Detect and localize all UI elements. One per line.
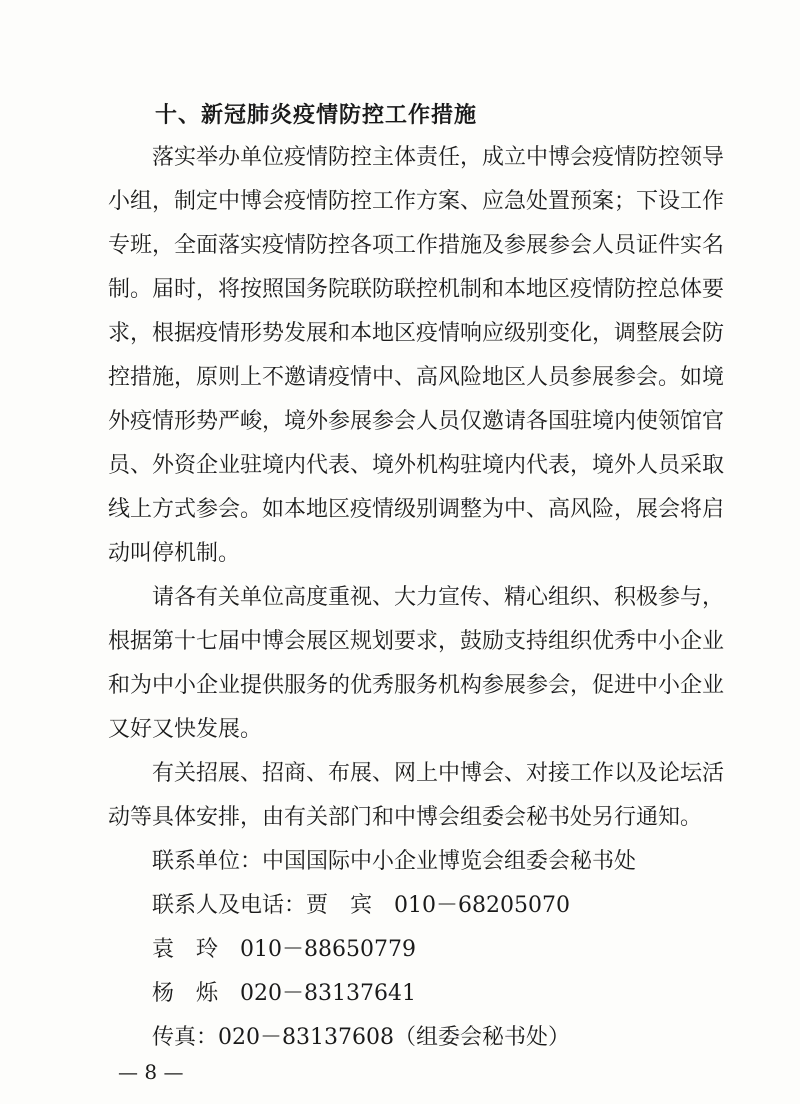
- paragraph-line: 制。届时，将按照国务院联防联控机制和本地区疫情防控总体要: [108, 277, 725, 302]
- paragraph-line: 有关招展、招商、布展、网上中博会、对接工作以及论坛活: [152, 761, 725, 786]
- paragraph-line: 控措施，原则上不邀请疫情中、高风险地区人员参展参会。如境: [108, 365, 725, 390]
- paragraph-line: 动叫停机制。: [108, 541, 241, 566]
- contact-person-3: 杨 烁 020－83137641: [152, 981, 416, 1006]
- paragraph-line: 根据第十七届中博会展区规划要求，鼓励支持组织优秀中小企业: [108, 629, 725, 654]
- paragraph-line: 员、外资企业驻境内代表、境外机构驻境内代表，境外人员采取: [108, 453, 725, 478]
- paragraph-line: 求，根据疫情形势发展和本地区疫情响应级别变化，调整展会防: [108, 321, 725, 346]
- section-heading: 十、新冠肺炎疫情防控工作措施: [155, 103, 478, 128]
- paragraph-line: 小组，制定中博会疫情防控工作方案、应急处置预案；下设工作: [108, 189, 725, 214]
- paragraph-line: 专班，全面落实疫情防控各项工作措施及参展参会人员证件实名: [108, 233, 725, 258]
- paragraph-line: 落实举办单位疫情防控主体责任，成立中博会疫情防控领导: [152, 145, 725, 170]
- paragraph-line: 外疫情形势严峻，境外参展参会人员仅邀请各国驻境内使领馆官: [108, 409, 725, 434]
- paragraph-line: 动等具体安排，由有关部门和中博会组委会秘书处另行通知。: [108, 805, 703, 830]
- paragraph-line: 又好又快发展。: [108, 717, 263, 742]
- contact-person-2: 袁 玲 010－88650779: [152, 937, 416, 962]
- contact-person-1: 联系人及电话：贾 宾 010－68205070: [152, 893, 570, 918]
- contact-unit: 联系单位：中国国际中小企业博览会组委会秘书处: [152, 849, 637, 874]
- paragraph-line: 和为中小企业提供服务的优秀服务机构参展参会，促进中小企业: [108, 673, 725, 698]
- paragraph-line: 线上方式参会。如本地区疫情级别调整为中、高风险，展会将启: [108, 497, 725, 522]
- paragraph-line: 请各有关单位高度重视、大力宣传、精心组织、积极参与，: [152, 585, 725, 610]
- contact-fax: 传真：020－83137608（组委会秘书处）: [152, 1025, 570, 1050]
- page-number: — 8 —: [118, 1060, 184, 1084]
